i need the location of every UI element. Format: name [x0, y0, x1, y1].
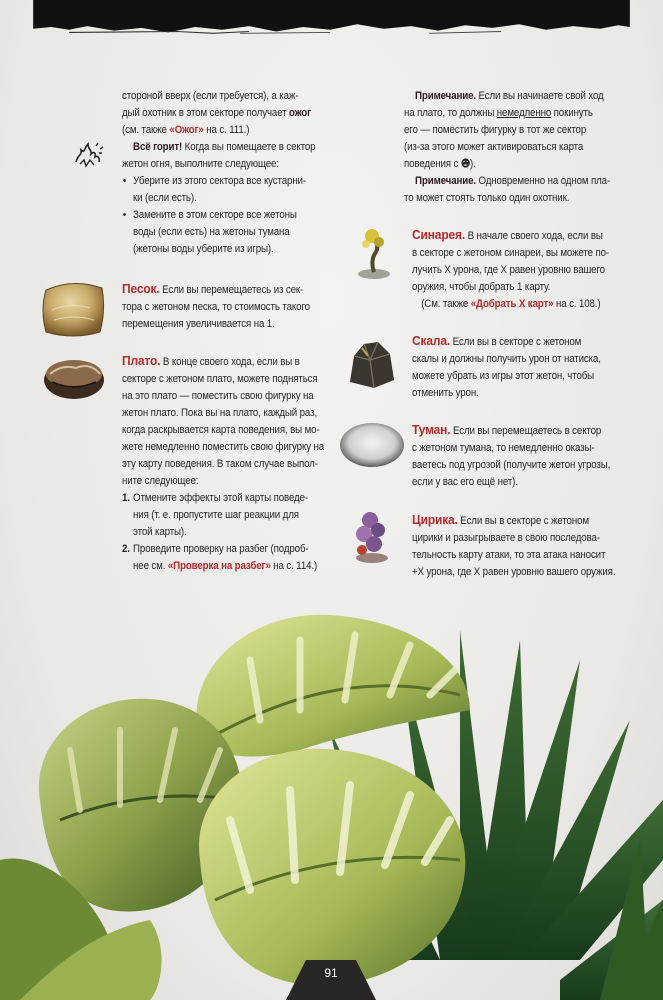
burn-reference-link[interactable]: «Ожог»: [169, 124, 204, 136]
page-number: 91: [324, 966, 338, 980]
text-line: то может стоять только один охотник.: [404, 192, 570, 204]
draw-cards-reference-link[interactable]: «Добрать X карт»: [470, 298, 554, 310]
text-line: В начале своего хода, если вы: [465, 230, 603, 242]
text-line: ваетесь под угрозой (получите жетон угрозы,: [412, 459, 611, 471]
fire-icon: [72, 140, 106, 170]
sand-term: Песок.: [122, 281, 160, 296]
text-line: на это плато — поместить свою фигурку на: [122, 390, 314, 402]
fire-bullet-list: [122, 173, 348, 258]
note-label: Примечание.: [415, 175, 476, 187]
list-item: • Уберите из этого сектора все кустарни- ки (если есть).: [122, 173, 348, 207]
text-line: Если вы в секторе с жетоном: [450, 336, 582, 348]
text-line: Когда вы помещаете в сектор: [182, 141, 316, 153]
cinarea-section: Синарея. В начале своего хода, если вы в секторе с жетоном синареи, вы можете по- лучить X урона, где X равен уровню вашего оружия, чтобы добрать 1 карту. (См. также «Добрать X карт» на с. 108.): [412, 226, 626, 313]
text-line: Если вы в секторе с жетоном: [457, 515, 589, 527]
cinarea-term: Синарея.: [412, 227, 466, 242]
text-line: эту карту поведения. В таком случае выпол-: [122, 458, 318, 470]
note-paragraph-1: Примечание. Если вы начинаете свой ход на плато, то должны немедленно покинуть его — поместить фигурку в тот же сектор (из-за этого может активироваться карта поведения с ).: [404, 88, 626, 173]
fire-paragraph: [122, 139, 348, 258]
text-line: если у вас его ещё нет).: [412, 476, 518, 488]
plateau-steps: [122, 490, 348, 575]
note-label: Примечание.: [415, 90, 476, 102]
plateau-token-icon: [42, 352, 106, 402]
fog-token-icon: [338, 420, 406, 470]
text-line: скалы и должны получить урон от натиска,: [412, 353, 601, 365]
text-line: с жетоном тумана, то немедленно оказы-: [412, 442, 595, 454]
rock-token-icon: [344, 336, 398, 392]
text-line: можете убрать из игры этот жетон, чтобы: [412, 370, 595, 382]
list-item: 1. Отмените эффекты этой карты поведе- ния (т. е. пропустите шаг реакции для этой карты).: [122, 492, 308, 538]
burn-keyword: ожог: [289, 107, 312, 119]
text-line: Если вы начинаете свой ход: [475, 90, 604, 102]
text-line: отменить урон.: [412, 387, 479, 399]
text-line: цирики и разыгрываете в свою последова-: [412, 532, 600, 544]
text-line: Одновременно на одном пла-: [475, 175, 611, 187]
plateau-term: Плато.: [122, 353, 161, 368]
fog-section: [412, 421, 626, 491]
text-line: лучить X урона, где X равен уровню вашего: [412, 264, 605, 276]
fire-title: Всё горит!: [133, 141, 183, 153]
list-item: 2. Проведите проверку на разбег (подроб- нее см. «Проверка на разбег» на с. 114.): [122, 543, 318, 572]
immediately-keyword: немедленно: [496, 107, 552, 119]
plateau-section: [122, 352, 348, 575]
top-torn-border: [0, 0, 663, 36]
sprint-check-reference-link[interactable]: «Проверка на разбег»: [167, 560, 271, 572]
cirika-token-icon: [348, 506, 396, 566]
page-number-tab: [286, 950, 376, 1000]
text-line: перемещения увеличивается на 1.: [122, 318, 275, 330]
text-line: в секторе с жетоном синареи, вы можете по-: [412, 247, 610, 259]
sand-section: [122, 280, 348, 333]
sand-token-icon: [40, 280, 106, 338]
text-line: когда раскрывается карта поведения, вы мо-: [122, 424, 320, 436]
text-line: его — поместить фигурку в тот же сектор: [404, 124, 587, 136]
text-line: на с. 111.): [203, 124, 250, 136]
text-line: ните следующее:: [122, 475, 199, 487]
cirika-section: [412, 511, 626, 581]
text-line: Если вы перемещаетесь в сектор: [450, 425, 602, 437]
rock-section: [412, 332, 626, 402]
right-column: [404, 88, 626, 207]
text-line: В конце своего хода, если вы в: [160, 356, 300, 368]
jungle-foliage-illustration: [0, 600, 663, 1000]
fog-term: Туман.: [412, 422, 451, 437]
text-line: (из-за этого может активироваться карта: [404, 141, 584, 153]
text-line: стороной вверх (если требуется), а каж-: [122, 90, 299, 102]
text-line: дый охотник в этом секторе получает: [122, 107, 290, 119]
cinarea-token-icon: [352, 226, 396, 282]
text-line: Если вы перемещаетесь из сек-: [159, 284, 304, 296]
text-line: жетон огня, выполните следующее:: [122, 158, 279, 170]
cirika-term: Цирика.: [412, 512, 458, 527]
behavior-card-icon: [461, 158, 470, 168]
rock-term: Скала.: [412, 333, 451, 348]
intro-paragraph: [122, 88, 348, 139]
text-line: секторе с жетоном плато, можете подняться: [122, 373, 318, 385]
text-line: жете немедленно поместить свою фигурку на: [122, 441, 325, 453]
text-line: оружия, чтобы добрать 1 карту.: [412, 281, 551, 293]
text-line: тельность карту атаки, то эта атака наносит: [412, 549, 606, 561]
text-line: +X урона, где X равен уровню вашего оружия.: [412, 566, 616, 578]
text-line: тора с жетоном песка, то стоимость такого: [122, 301, 310, 313]
note-paragraph-2: [404, 173, 626, 207]
list-item: • Замените в этом секторе все жетоны воды (если есть) на жетоны тумана (жетоны воды уберите из игры).: [122, 207, 348, 258]
text-line: жетон плато. Пока вы на плато, каждый раз,: [122, 407, 318, 419]
left-column: [122, 88, 348, 258]
text-line: (см. также: [122, 124, 170, 136]
